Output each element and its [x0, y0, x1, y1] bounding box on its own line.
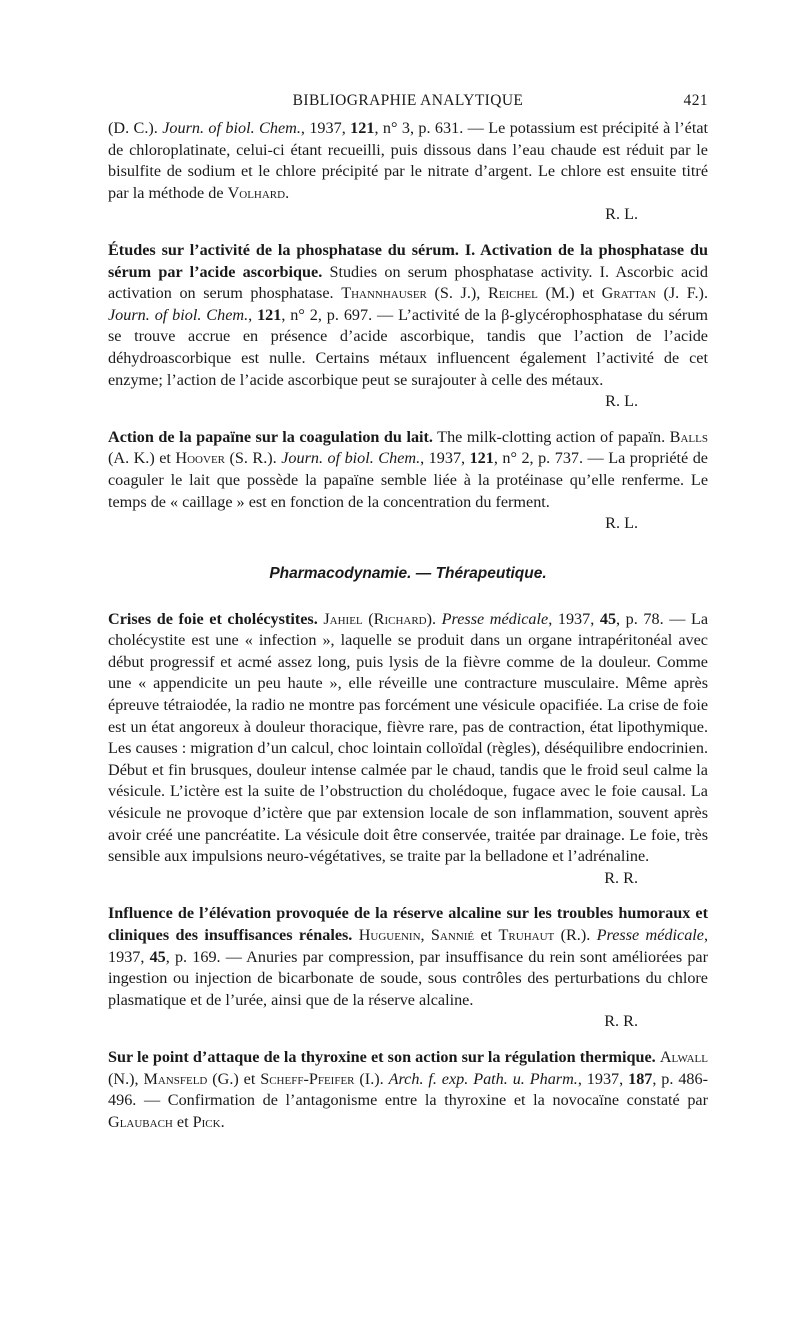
entry-text: , 1937,	[420, 449, 470, 468]
entry-text: (D. C.).	[108, 119, 163, 137]
entry-text: ,	[248, 305, 258, 324]
header-title: BIBLIOGRAPHIE ANALYTIQUE	[292, 92, 524, 109]
entry-text: , p. 169. — Anuries par compression, par insuffisance du rein sont améliorées par ingestion ou injection de bicarbonate de soude, sous contrôles des perturbations du chlore plasmatique et de l’urée, ainsi que de la réserve alcaline.	[108, 947, 708, 1009]
entry-text: , n° 2, p. 697. — L’activité de la β-glycérophosphatase du sérum se trouve accrue en présence d’acide ascorbique, tandis que l’action de l’acide déhydroascorbique est nulle. Certains métaux influencent également l’activité de cet enzyme; l’action de l’acide ascorbique peut se surajouter à celle des métaux.	[108, 305, 709, 389]
author-name: Hoover	[175, 449, 225, 468]
journal-name: Presse médicale	[441, 609, 549, 628]
page	[108, 92, 708, 1147]
author-name: Richard	[373, 609, 427, 628]
author-name: Alwall	[659, 1047, 708, 1066]
volume-number: 187	[628, 1069, 653, 1088]
bibliography-entry	[108, 427, 708, 535]
author-name: Huguenin	[358, 926, 421, 944]
author-name: Truhaut	[498, 926, 555, 944]
entry-text: (G.) et	[207, 1069, 261, 1088]
journal-name: Presse médicale	[596, 926, 704, 944]
entry-text: (R.).	[554, 926, 597, 944]
page-number: 421	[683, 92, 708, 109]
entry-text: , p. 78. — La cholécystite est une « infection », laquelle se produit dans un organe intrapéritonéal avec début progressif et acmé assez long, puis lysis de la fièvre comme de la douleur. Comme une « appendicite un peu haute », elle réveille une contracture musculaire. Même après épreuve tétraiodée, la radio ne montre pas forcément une vésicule opacifiée. La crise de foie est un état angoreux à douleur thoracique, fièvre rare, pas de contraction, état lipothymique. Les causes : migration d’un calcul, choc lointain colloïdal (règles), déséquilibre endocrinien. Début et fin brusques, douleur intense calmée par le chaud, tandis que le froid seul calme la vésicule. L’ictère est la suite de l’obstruction du cholédoque, fugace avec le foie causal. La vésicule ne provoque d’ictère que par extension locale de son inflammation, souvent après avoir créé une pancréatite. La vésicule doit être conservée, traitée par drainage. Le foie, très sensible aux impulsions neuro-végétatives, se traite par la belladone et l’adrénaline.	[108, 609, 709, 866]
journal-name: Journ. of biol. Chem.	[162, 119, 301, 137]
entry-title: Études sur l’activité de la phosphatase du sérum. I. Activation de la phosphatase du sérum par l’acide ascorbique.	[108, 240, 708, 281]
entry-text: (A. K.) et	[108, 449, 176, 468]
reviewer-initials: R. L.	[605, 392, 638, 411]
entry-text: (N.),	[108, 1069, 144, 1088]
journal-name: Arch. f. exp. Path. u. Pharm.	[388, 1069, 578, 1088]
entry-title: Influence de l’élévation provoquée de la réserve alcaline sur les troubles humoraux et cliniques des insuffisances rénales.	[108, 904, 708, 944]
entry-text: , 1937,	[577, 1069, 629, 1088]
volume-number: 121	[257, 305, 282, 324]
entry-title: Action de la papaïne sur la coagulation du lait.	[108, 427, 433, 446]
author-name: Jahiel	[323, 609, 363, 628]
entry-title: Sur le point d’attaque de la thyroxine et son action sur la régulation thermique.	[108, 1047, 656, 1066]
entry-text: , 1937,	[548, 609, 600, 628]
bibliography-entry	[108, 240, 708, 413]
entry-text: , n° 2, p. 737. — La propriété de coaguler le lait que possède la papaïne semble liée à la protéinase qu’elle renferme. Le temps de « caillage » est en fonction de la concentration du ferment.	[108, 449, 708, 511]
author-name: Volhard	[227, 183, 286, 202]
author-name: Glaubach	[108, 1112, 173, 1131]
running-header	[108, 92, 708, 118]
section-heading: Pharmacodynamie. — Thérapeutique.	[269, 564, 547, 582]
entry-text: , p. 486-496. — Confirmation de l’antagonisme entre la thyroxine et la novocaïne constaté par	[108, 1069, 709, 1110]
entry-text: , 1937,	[108, 926, 709, 966]
journal-name: Journ. of biol. Chem.	[281, 449, 421, 468]
volume-number: 121	[469, 449, 494, 468]
entry-text: , n° 3, p. 631. — Le potassium est précipité à l’état de chloroplatinate, celui-ci étant recueilli, puis dissous dans l’eau chaude est réduit par le bisulfite de sodium et le chlore précipité par le nitrate d’argent. Le chlore est ensuite titré par la méthode de	[108, 119, 709, 202]
entry-text: (	[362, 609, 374, 628]
entry-text: (M.) et	[537, 284, 602, 303]
bibliography-entry	[108, 118, 708, 226]
entry-text: (S. R.).	[225, 449, 282, 468]
journal-name: Journ. of biol. Chem.	[108, 305, 249, 324]
entry-text: Studies on serum phosphatase activity. I. Ascorbic acid activation on serum phosphatase.	[108, 262, 708, 303]
author-name: Mansfeld	[143, 1069, 208, 1088]
entry-text: et	[172, 1112, 193, 1131]
volume-number: 121	[350, 119, 375, 137]
entry-text: , 1937,	[300, 119, 351, 137]
entry-text: .	[285, 183, 290, 202]
bibliography-entry	[108, 903, 708, 1033]
entry-text: .	[220, 1112, 225, 1131]
author-name: Scheff-Pfeifer	[260, 1069, 355, 1088]
author-name: Pick	[192, 1112, 221, 1131]
volume-number: 45	[149, 947, 166, 966]
volume-number: 45	[599, 609, 617, 628]
author-name: Thannhauser	[341, 284, 427, 303]
bibliography-entry	[108, 609, 708, 890]
author-name: Balls	[669, 427, 708, 446]
entry-text: (J. F.).	[655, 284, 708, 303]
author-name: Grattan	[601, 284, 656, 303]
entry-text: ,	[420, 926, 431, 944]
bibliography-entry	[108, 1047, 708, 1133]
entry-text: The milk-clotting action of papaïn.	[432, 427, 670, 446]
reviewer-initials: R. L.	[605, 514, 638, 533]
reviewer-initials: R. R.	[604, 1012, 638, 1031]
entry-text: et	[474, 926, 499, 944]
entry-text: ).	[426, 609, 442, 628]
entry-title: Crises de foie et cholécystites.	[108, 609, 318, 628]
reviewer-initials: R. R.	[604, 868, 638, 887]
entry-text: (I.).	[354, 1069, 389, 1088]
author-name: Reichel	[487, 284, 538, 303]
reviewer-initials: R. L.	[605, 205, 638, 224]
entry-text: (S. J.),	[426, 284, 488, 303]
author-name: Sannié	[430, 926, 475, 944]
